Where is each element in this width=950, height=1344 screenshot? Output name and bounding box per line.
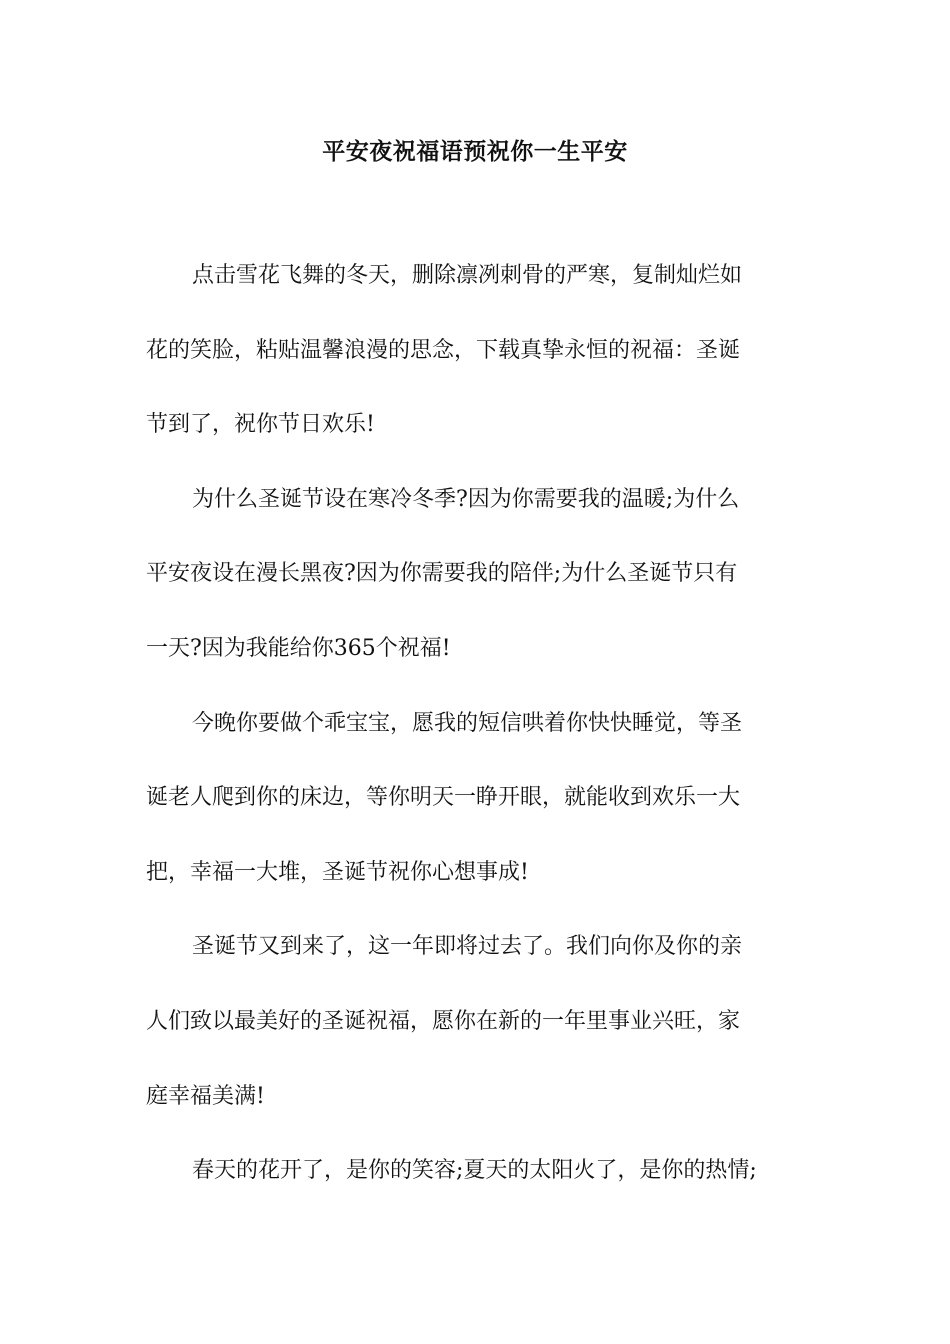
paragraph-5-line-1: 春天的花开了，是你的笑容;夏天的太阳火了，是你的热情;	[192, 1158, 757, 1184]
paragraph-4-line-1: 圣诞节又到来了，这一年即将过去了。我们向你及你的亲	[192, 934, 743, 960]
paragraph-4-line-2: 人们致以最美好的圣诞祝福，愿你在新的一年里事业兴旺，家	[146, 1008, 741, 1034]
paragraph-3-line-1: 今晚你要做个乖宝宝，愿我的短信哄着你快快睡觉，等圣	[192, 710, 743, 736]
paragraph-2-line-1: 为什么圣诞节设在寒冷冬季?因为你需要我的温暖;为什么	[192, 486, 740, 512]
document-title: 平安夜祝福语预祝你一生平安	[322, 138, 628, 165]
paragraph-4-line-3: 庭幸福美满!	[146, 1083, 265, 1109]
paragraph-1-line-3: 节到了，祝你节日欢乐!	[146, 412, 375, 438]
paragraph-2-line-2: 平安夜设在漫长黑夜?因为你需要我的陪伴;为什么圣诞节只有	[146, 561, 738, 587]
paragraph-1-line-1: 点击雪花飞舞的冬天，删除凛冽刺骨的严寒，复制灿烂如	[192, 263, 743, 288]
document-body	[146, 256, 808, 1226]
paragraph-2-line-3: 一天?因为我能给你365个祝福!	[146, 635, 451, 661]
paragraph-3-line-3: 把，幸福一大堆，圣诞节祝你心想事成!	[146, 859, 529, 885]
paragraph-3-line-2: 诞老人爬到你的床边，等你明天一睁开眼，就能收到欢乐一大	[146, 785, 741, 811]
paragraph-1-line-2: 花的笑脸，粘贴温馨浪漫的思念，下载真挚永恒的祝福：圣诞	[146, 337, 741, 363]
